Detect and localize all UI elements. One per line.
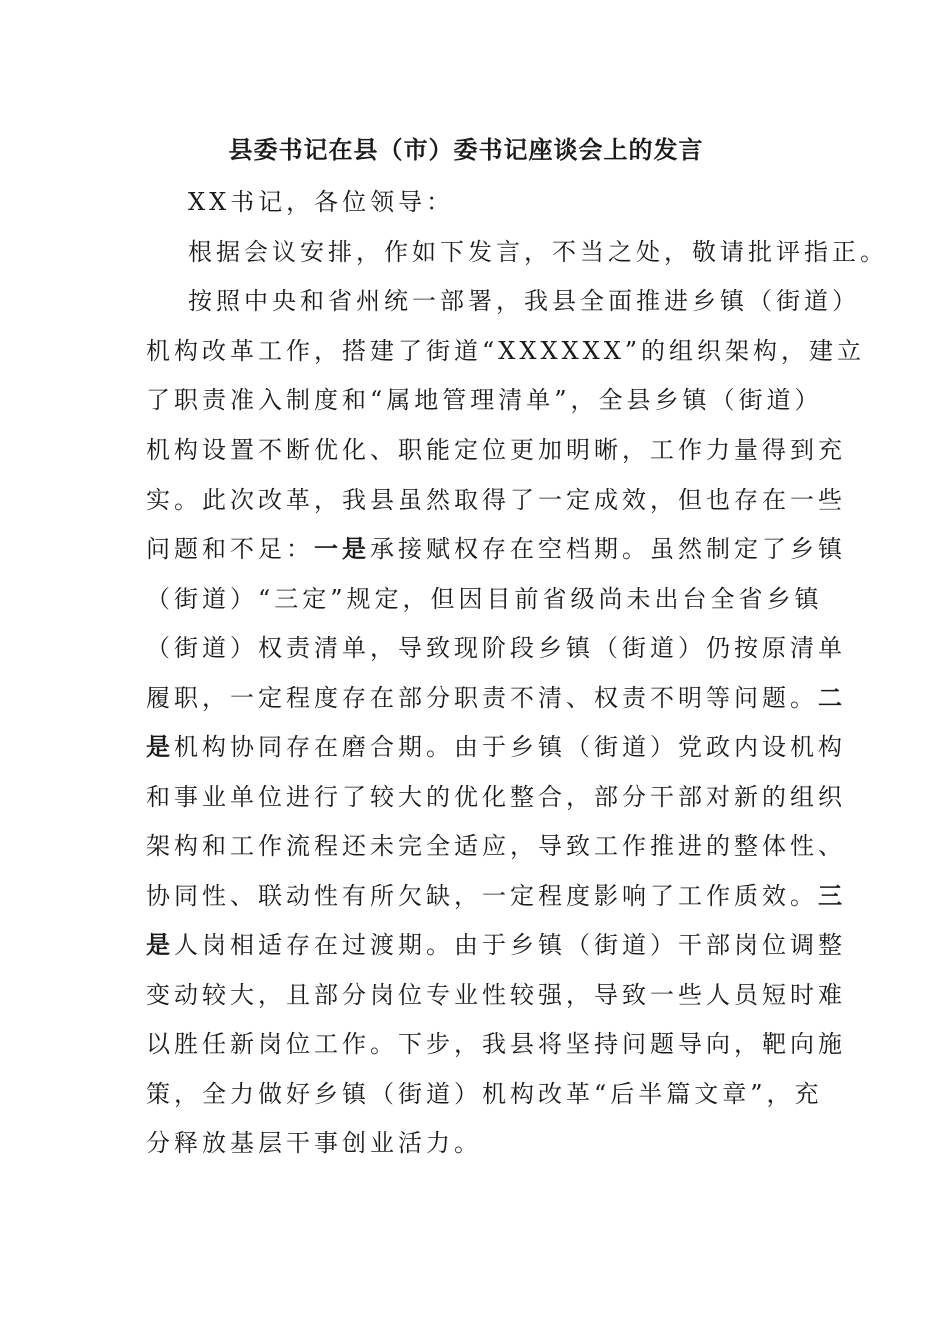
- body-line: 机构设置不断优化、职能定位更加明晰，工作力量得到充: [146, 436, 846, 464]
- body-text: 机构协同存在磨合期。由于乡镇（街道）党政内设机构: [174, 733, 846, 761]
- point-marker: 二: [818, 683, 846, 712]
- body-line: 按照中央和省州统一部署，我县全面推进乡镇（街道）: [188, 287, 860, 315]
- body-text: 协同性、联动性有所欠缺，一定程度影响了工作质效。: [146, 882, 818, 910]
- body-text: 问题和不足：: [146, 535, 314, 563]
- body-text: 履职，一定程度存在部分职责不清、权责不明等问题。: [146, 684, 818, 712]
- body-line: 策，全力做好乡镇（街道）机构改革“后半篇文章”，充: [146, 1080, 823, 1108]
- body-line: [146, 727, 846, 767]
- body-line: [146, 529, 846, 569]
- body-line: [146, 678, 846, 718]
- body-text: 承接赋权存在空档期。虽然制定了乡镇: [370, 535, 846, 563]
- body-line: 变动较大，且部分岗位专业性较强，导致一些人员短时难: [146, 981, 846, 1009]
- body-line: 和事业单位进行了较大的优化整合，部分干部对新的组织: [146, 783, 846, 811]
- intro-paragraph: 根据会议安排，作如下发言，不当之处，敬请批评指正。: [188, 238, 888, 266]
- point-marker: 是: [146, 930, 174, 959]
- body-line: [146, 876, 846, 916]
- document-title: 县委书记在县（市）委书记座谈会上的发言: [228, 135, 704, 164]
- point-marker: 一是: [314, 534, 370, 563]
- point-marker: 三: [818, 881, 846, 910]
- body-line: （街道）“三定”规定，但因目前省级尚未出台全省乡镇: [146, 585, 823, 613]
- point-marker: 是: [146, 732, 174, 761]
- body-text: 人岗相适存在过渡期。由于乡镇（街道）干部岗位调整: [174, 931, 846, 959]
- body-line: [146, 925, 846, 965]
- body-line: 架构和工作流程还未完全适应，导致工作推进的整体性、: [146, 832, 846, 860]
- body-line: 实。此次改革，我县虽然取得了一定成效，但也存在一些: [146, 486, 846, 514]
- body-line: 分释放基层干事创业活力。: [146, 1129, 482, 1157]
- body-line: 了职责准入制度和“属地管理清单”，全县乡镇（街道）: [146, 386, 823, 414]
- body-line: 机构改革工作，搭建了街道“XXXXXX”的组织架构，建立: [146, 337, 866, 365]
- salutation: XX书记，各位领导：: [188, 188, 455, 216]
- body-line: 以胜任新岗位工作。下步，我县将坚持问题导向，靶向施: [146, 1030, 846, 1058]
- body-line: （街道）权责清单，导致现阶段乡镇（街道）仍按原清单: [146, 634, 846, 662]
